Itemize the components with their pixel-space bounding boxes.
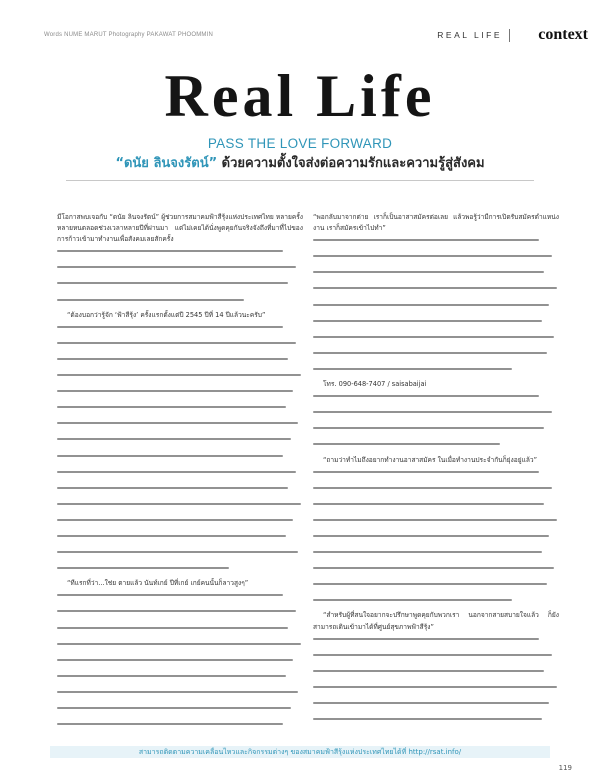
text-line: [57, 250, 303, 261]
text-line: [57, 659, 303, 670]
text-line: [313, 304, 559, 315]
body-text-lines: [313, 471, 559, 611]
text-line: [313, 670, 559, 681]
page-number: 119: [558, 764, 572, 772]
text-line: [313, 702, 559, 713]
article-kicker: PASS THE LOVE FORWARD: [207, 136, 393, 151]
text-line: [57, 455, 303, 466]
text-line: [57, 503, 303, 514]
quote-paragraph: “สำหรับผู้ที่สนใจอยากจะปรึกษาพูดคุยกับพวกเรา นอกจากสายสบายใจแล้ว ก็ยังสามารถเดินเข้ามาได้ที่ศูนย์สุขภาพฟ้าสีรุ้ง”: [313, 611, 559, 631]
text-line: [313, 368, 559, 379]
body-text-lines: [57, 594, 303, 732]
page-header: [44, 26, 588, 44]
section-tag: REAL LIFE: [437, 30, 502, 40]
text-line: [313, 471, 559, 482]
text-line: [313, 503, 559, 514]
text-line: [57, 406, 303, 417]
text-line: [57, 326, 303, 337]
subhead-name: “ดนัย ลินจงรัตน์”: [115, 156, 218, 171]
text-line: [57, 471, 303, 482]
article-headline: Real Life: [164, 63, 436, 129]
footer-info-link[interactable]: สามารถติดตามความเคลื่อนไหวและกิจกรรมต่างๆ ของสมาคมฟ้าสีรุ้งแห่งประเทศไทยได้ที่ http://rsat.info/: [138, 748, 462, 756]
text-line: [313, 567, 559, 578]
text-line: [313, 535, 559, 546]
text-line: [313, 551, 559, 562]
subhead-text: ด้วยความตั้งใจส่งต่อความรักและความรู้สู่สังคม: [217, 156, 485, 171]
text-line: [57, 487, 303, 498]
quote-paragraph: “ถามว่าทำไมถึงอยากทำงานอาสาสมัคร ในเมื่อทำงานประจำกันก็ยุ่งอยู่แล้ว”: [323, 455, 538, 464]
text-line: [57, 691, 303, 702]
article-subhead: [0, 152, 600, 173]
text-line: [57, 390, 303, 401]
text-line: [313, 487, 559, 498]
text-line: [313, 654, 559, 665]
contact-handle: saisabaijai: [391, 380, 427, 389]
text-line: [57, 610, 303, 621]
body-text-lines: [57, 326, 303, 579]
text-line: [57, 594, 303, 605]
text-line: [313, 239, 559, 250]
body-text-lines: [313, 239, 559, 379]
text-line: [313, 411, 559, 422]
text-line: [57, 551, 303, 562]
text-line: [57, 422, 303, 433]
text-line: [313, 287, 559, 298]
body-text-lines: [57, 250, 303, 309]
text-line: [57, 282, 303, 293]
text-line: [57, 438, 303, 449]
text-line: [57, 535, 303, 546]
quote-paragraph: “พอกลับมาจากต่าย เราก็เป็นอาสาสมัครต่อเลย แล้วพอรู้ว่ามีการเปิดรับสมัครตำแหน่งงาน เราก็สมัครเข้าไปทำ”: [313, 213, 559, 233]
intro-paragraph: มีโอกาสพบเจอกับ “ดนัย ลินจงรัตน์” ผู้ช่วยการสมาคมฟ้าสีรุ้งแห่งประเทศไทย หลายครั้งหลายหนตลอดช่วงเวลาหลายปีที่ผ่านมา แต่ไม่เคยได้นั่งพูดคุยกันจริงจังถึงที่มาที่ไปของการก้าวเข้ามาทำงานเพื่อสังคมเลยสักครั้ง: [57, 213, 303, 244]
text-line: [57, 519, 303, 530]
phone-number: โทร. 090-648-7407: [323, 380, 386, 389]
text-line: [57, 707, 303, 718]
body-text-lines: [313, 395, 559, 454]
text-line: [57, 627, 303, 638]
contact-line: โทร. 090-648-7407 / saisabaijai: [323, 380, 427, 389]
article-column-left: [57, 212, 303, 732]
quote-paragraph: “ต้องบอกว่ารู้จัก ‘ฟ้าสีรุ้ง’ ครั้งแรกตั้งแต่ปี 2545 ปีที่ 14 ปีแล้วนะครับ”: [67, 310, 266, 319]
headline-rule: [66, 180, 534, 181]
magazine-brand: context: [538, 26, 588, 43]
photo-credits: Words NUME MARUT Photography PAKAWAT PHOOMMIN: [44, 32, 214, 38]
text-line: [57, 266, 303, 277]
article-column-right: [313, 212, 559, 732]
text-line: [313, 583, 559, 594]
text-line: [313, 320, 559, 331]
text-line: [313, 638, 559, 649]
text-line: [313, 255, 559, 266]
text-line: [57, 723, 303, 732]
text-line: [313, 395, 559, 406]
text-line: [313, 599, 559, 610]
text-line: [313, 443, 559, 454]
text-line: [57, 643, 303, 654]
text-line: [313, 686, 559, 697]
text-line: [57, 675, 303, 686]
text-line: [57, 358, 303, 369]
text-line: [313, 271, 559, 282]
text-line: [313, 336, 559, 347]
text-line: [57, 567, 303, 578]
text-line: [313, 718, 559, 729]
text-line: [57, 374, 303, 385]
header-divider: [509, 29, 510, 42]
quote-paragraph: “ทีแรกที่ว่า...ใช่ย ตายแล้ว นันท์เกย์ ปีที่เกย์ เกย์คนนั้นก็ลาวสูงๆ”: [67, 579, 249, 588]
text-line: [57, 342, 303, 353]
text-line: [313, 352, 559, 363]
body-text-lines: [313, 638, 559, 732]
text-line: [57, 299, 303, 310]
text-line: [313, 427, 559, 438]
text-line: [313, 519, 559, 530]
